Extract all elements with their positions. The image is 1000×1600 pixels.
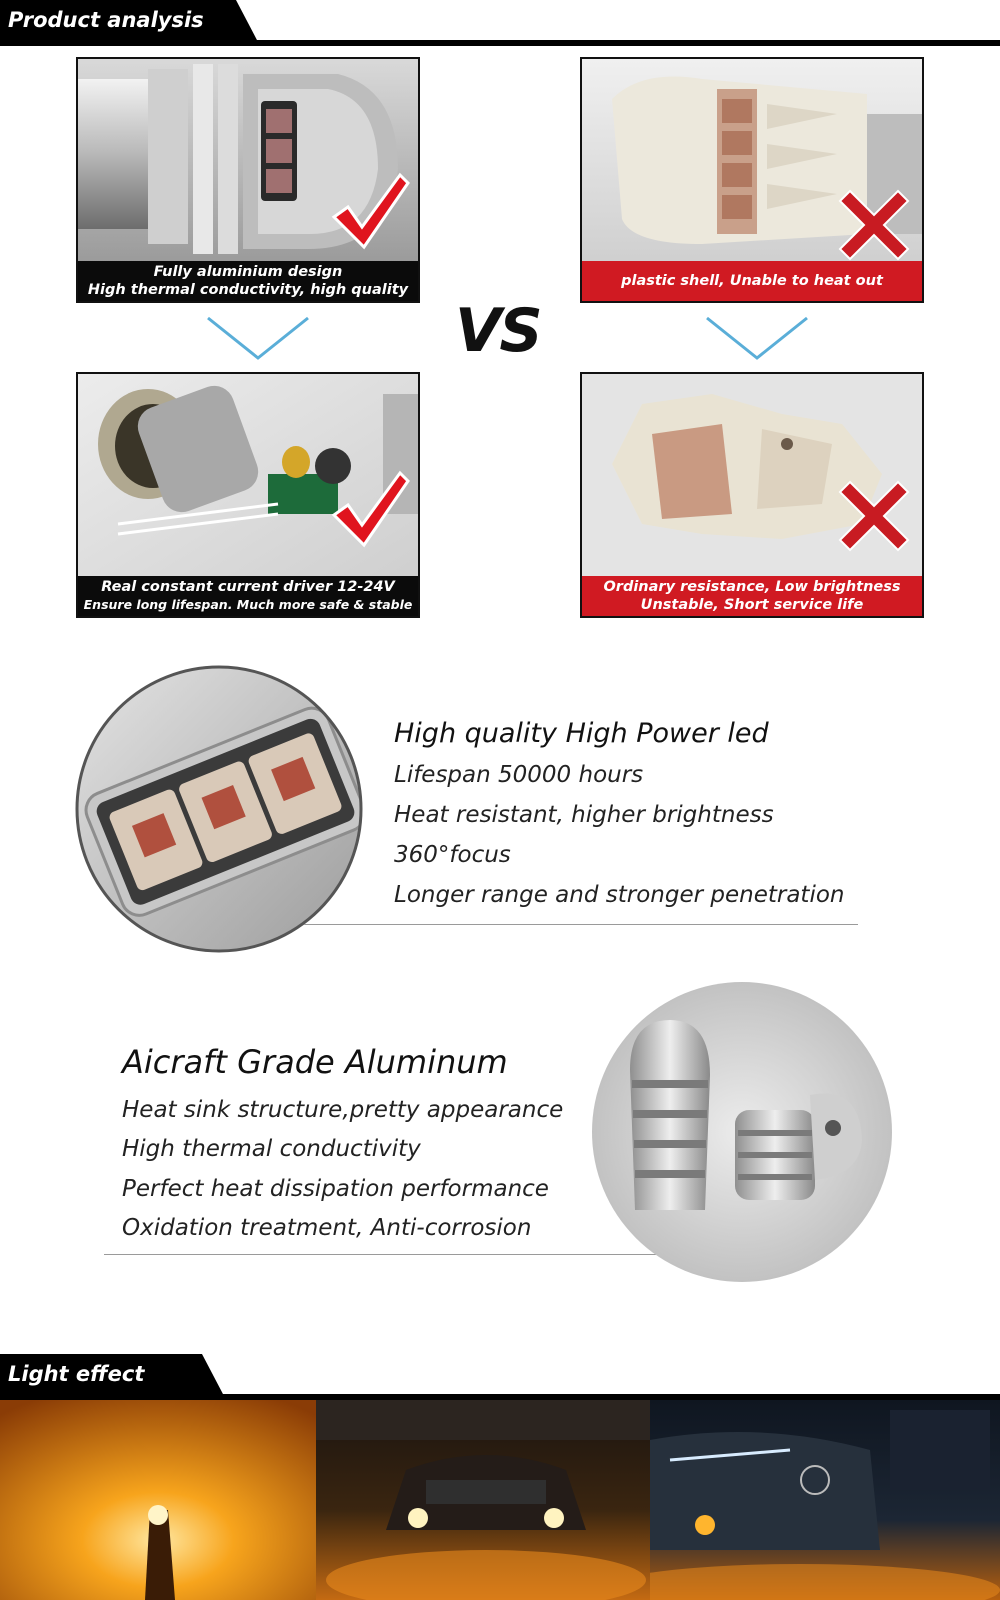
aluminum-feature-line: Heat sink structure,pretty appearance bbox=[122, 1097, 564, 1123]
caption-line-1: Ordinary resistance, Low brightness bbox=[603, 579, 901, 595]
caption-plastic-shell bbox=[582, 261, 922, 301]
aluminum-heatsink-image bbox=[590, 980, 894, 1284]
caption-line-2: Unstable, Short service life bbox=[640, 597, 864, 613]
check-icon bbox=[330, 464, 410, 554]
led-feature-line: Longer range and stronger penetration bbox=[394, 882, 845, 908]
header-rule bbox=[0, 40, 1000, 46]
caption-line-1: plastic shell, Unable to heat out bbox=[621, 273, 883, 289]
panel-ordinary-resistance bbox=[580, 372, 924, 618]
cross-icon bbox=[836, 187, 912, 263]
led-feature-line: 360°focus bbox=[394, 842, 511, 868]
aluminum-feature-line: Perfect heat dissipation performance bbox=[122, 1176, 549, 1202]
led-feature-line: Heat resistant, higher brightness bbox=[394, 802, 774, 828]
aluminum-feature-divider bbox=[104, 1254, 664, 1255]
aluminum-feature-line: High thermal conductivity bbox=[122, 1136, 421, 1162]
led-feature-divider bbox=[304, 924, 858, 925]
header-slant bbox=[228, 0, 258, 42]
product-analysis-title: Product analysis bbox=[0, 0, 230, 42]
aluminum-feature-line: Oxidation treatment, Anti-corrosion bbox=[122, 1215, 532, 1241]
aluminum-feature-title: Aicraft Grade Aluminum bbox=[122, 1043, 508, 1081]
caption-driver bbox=[78, 576, 418, 616]
caption-ordinary-resistance bbox=[582, 576, 922, 616]
panel-aluminium-design bbox=[76, 57, 420, 303]
chevron-down-icon bbox=[206, 316, 310, 362]
check-icon bbox=[330, 171, 410, 251]
light-effect-photo-car-front bbox=[316, 1400, 650, 1600]
header-slant bbox=[194, 1354, 224, 1396]
vs-label: VS bbox=[455, 296, 541, 366]
light-effect-photo-glow bbox=[0, 1400, 316, 1600]
product-analysis-header bbox=[0, 0, 1000, 46]
panel-plastic-shell bbox=[580, 57, 924, 303]
led-chip-closeup-image bbox=[74, 664, 364, 954]
chevron-down-icon bbox=[705, 316, 809, 362]
led-feature-title: High quality High Power led bbox=[394, 718, 769, 749]
light-effect-title: Light effect bbox=[0, 1354, 196, 1396]
light-effect-header bbox=[0, 1354, 1000, 1400]
caption-line-2: High thermal conductivity, high quality bbox=[87, 282, 409, 298]
light-effect-photo-car-side bbox=[650, 1400, 1000, 1600]
led-feature-line: Lifespan 50000 hours bbox=[394, 762, 644, 788]
caption-line-1: Real constant current driver 12-24V bbox=[101, 579, 395, 595]
caption-aluminium bbox=[78, 261, 418, 301]
cross-icon bbox=[836, 478, 912, 554]
caption-line-2: Ensure long lifespan. Much more safe & stable bbox=[83, 597, 413, 612]
panel-constant-current-driver bbox=[76, 372, 420, 618]
caption-line-1: Fully aluminium design bbox=[153, 264, 343, 280]
